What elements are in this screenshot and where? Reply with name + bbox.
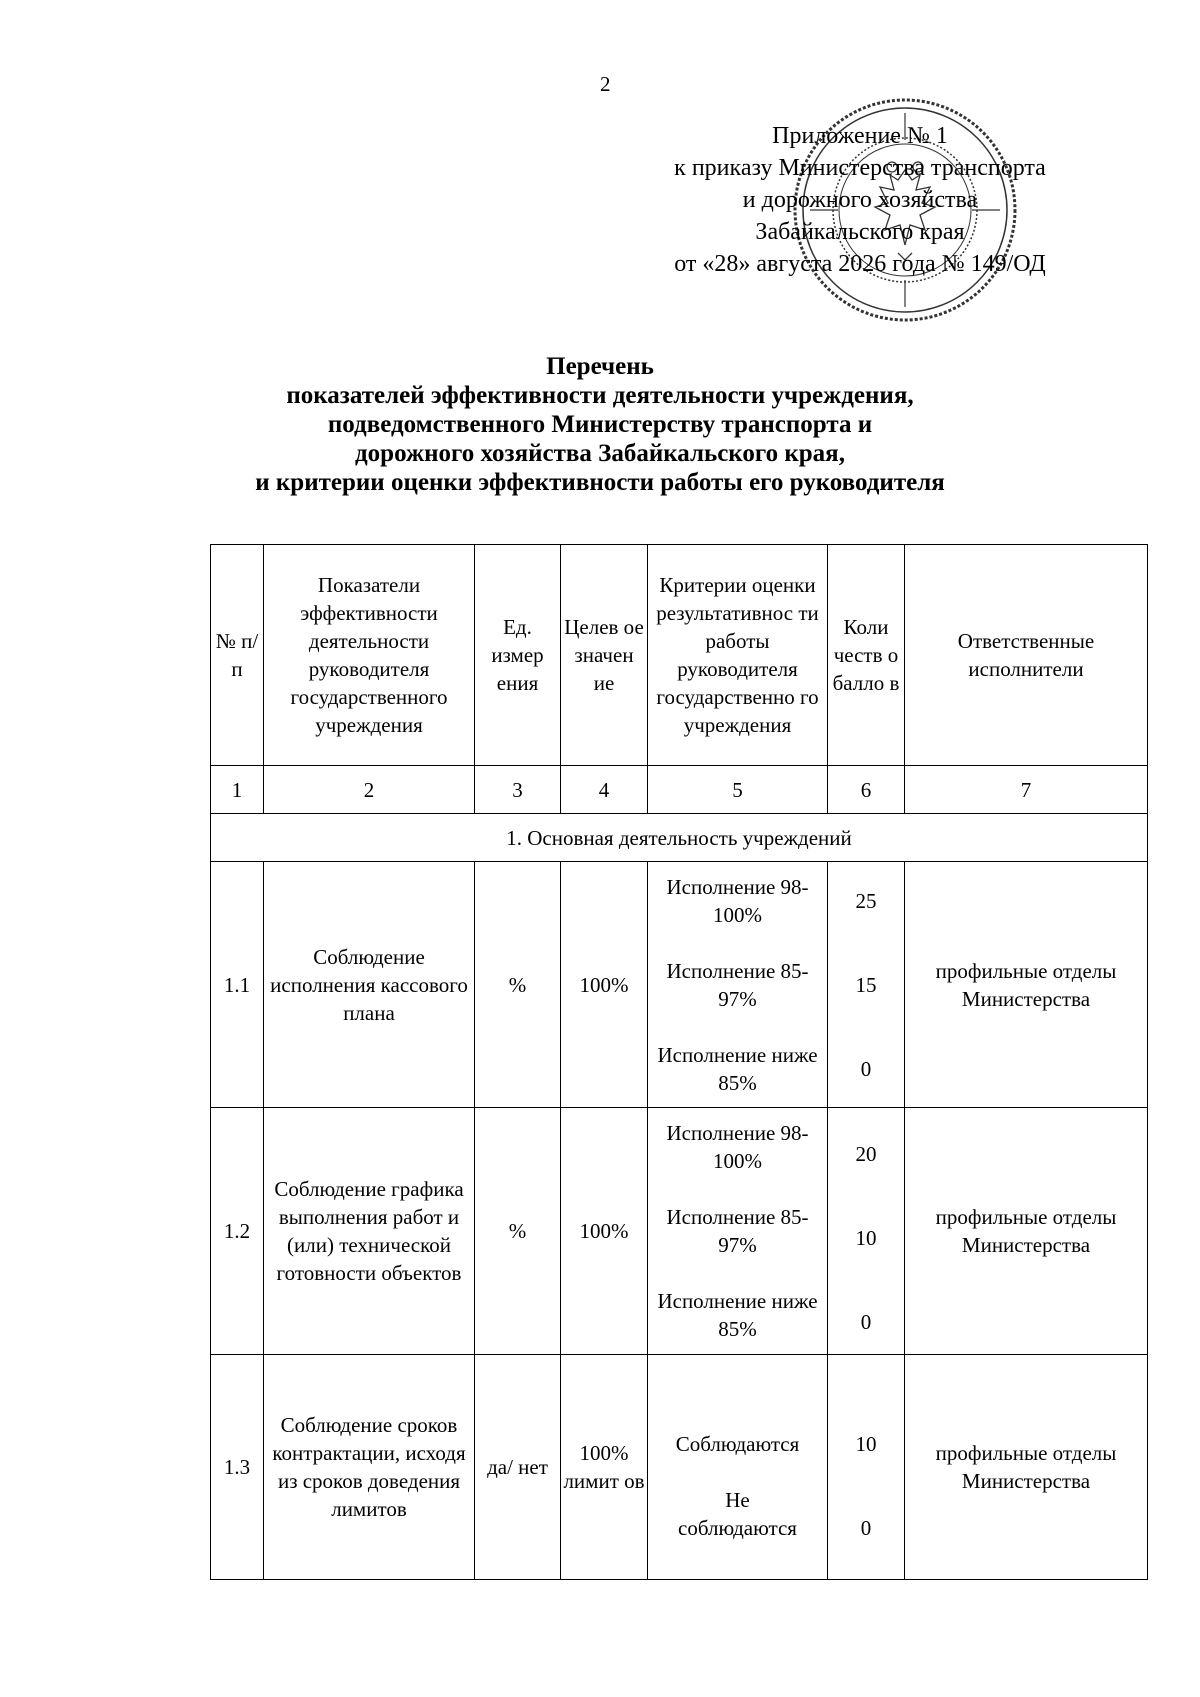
appendix-line: Забайкальского края — [755, 219, 965, 245]
target-cell: 100% лимит ов — [561, 1355, 648, 1580]
title-line: Перечень — [546, 353, 654, 380]
indicator-cell: Соблюдение графика выполнения работ и (или) технической готовности объектов — [264, 1108, 475, 1355]
appendix-block — [620, 120, 1100, 280]
points-value: 0 — [860, 1516, 872, 1540]
indicators-table — [210, 544, 1148, 1580]
column-number: 5 — [648, 766, 828, 814]
points-cell — [828, 1355, 905, 1580]
section-row — [211, 814, 1148, 862]
column-number: 6 — [828, 766, 905, 814]
points-cell — [828, 1108, 905, 1355]
criterion: Не соблюдаются — [678, 1488, 797, 1540]
criteria-cell — [648, 862, 828, 1108]
unit-cell: % — [475, 1108, 561, 1355]
target-cell: 100% — [561, 862, 648, 1108]
responsible-cell: профильные отделы Министерства — [905, 1108, 1148, 1355]
points-cell — [828, 862, 905, 1108]
title-line: показателей эффективности деятельности учреждения, — [286, 382, 914, 409]
criterion: Соблюдаются — [675, 1432, 800, 1456]
row-number: 1.2 — [211, 1108, 264, 1355]
unit-cell: % — [475, 862, 561, 1108]
header-cell: Ответственные исполнители — [905, 545, 1148, 766]
column-number: 7 — [905, 766, 1148, 814]
points-value: 25 — [855, 888, 877, 913]
criterion: Исполнение ниже 85% — [657, 1289, 818, 1341]
title-line: и критерии оценки эффективности работы его руководителя — [255, 469, 945, 496]
criterion: Исполнение ниже 85% — [657, 1042, 818, 1095]
table-row — [211, 1108, 1148, 1355]
points-value: 0 — [860, 1056, 872, 1081]
points-value: 15 — [855, 972, 877, 997]
criterion: Исполнение 85-97% — [666, 958, 809, 1011]
section-title: 1. Основная деятельность учреждений — [211, 814, 1148, 862]
column-number: 2 — [264, 766, 475, 814]
page-number: 2 — [600, 72, 611, 96]
header-cell: Ед. измер ения — [475, 545, 561, 766]
document-title — [100, 352, 1100, 497]
row-number: 1.1 — [211, 862, 264, 1108]
header-cell: № п/п — [211, 545, 264, 766]
column-number: 1 — [211, 766, 264, 814]
responsible-cell: профильные отделы Министерства — [905, 1355, 1148, 1580]
points-value: 20 — [855, 1142, 877, 1166]
row-number: 1.3 — [211, 1355, 264, 1580]
column-number-row — [211, 766, 1148, 814]
table-row — [211, 1355, 1148, 1580]
criteria-cell — [648, 1108, 828, 1355]
target-cell: 100% — [561, 1108, 648, 1355]
criterion: Исполнение 98-100% — [666, 874, 809, 927]
title-line: дорожного хозяйства Забайкальского края, — [355, 440, 845, 467]
column-number: 3 — [475, 766, 561, 814]
points-value: 0 — [860, 1310, 872, 1334]
points-value: 10 — [855, 1226, 877, 1250]
header-cell: Показатели эффективности деятельности руководителя государственного учреждения — [264, 545, 475, 766]
indicator-cell: Соблюдение сроков контрактации, исходя из сроков доведения лимитов — [264, 1355, 475, 1580]
header-row — [211, 545, 1148, 766]
responsible-cell: профильные отделы Министерства — [905, 862, 1148, 1108]
appendix-line: к приказу Министерства транспорта — [674, 155, 1046, 181]
appendix-line: Приложение № 1 — [772, 123, 948, 149]
title-line: подведомственного Министерству транспорта и — [327, 411, 873, 438]
header-cell: Целев ое значен ие — [561, 545, 648, 766]
unit-cell: да/ нет — [475, 1355, 561, 1580]
appendix-line: и дорожного хозяйства — [742, 187, 978, 213]
criteria-cell — [648, 1355, 828, 1580]
appendix-line: от «28» августа 2026 года № 149/ОД — [674, 251, 1046, 277]
header-cell: Критерии оценки результативнос ти работы руководителя государственно го учреждения — [648, 545, 828, 766]
table-row — [211, 862, 1148, 1108]
header-cell: Коли честв о балло в — [828, 545, 905, 766]
column-number: 4 — [561, 766, 648, 814]
indicator-cell: Соблюдение исполнения кассового плана — [264, 862, 475, 1108]
points-value: 10 — [855, 1432, 877, 1456]
criterion: Исполнение 98-100% — [666, 1121, 809, 1173]
criterion: Исполнение 85-97% — [666, 1205, 809, 1257]
